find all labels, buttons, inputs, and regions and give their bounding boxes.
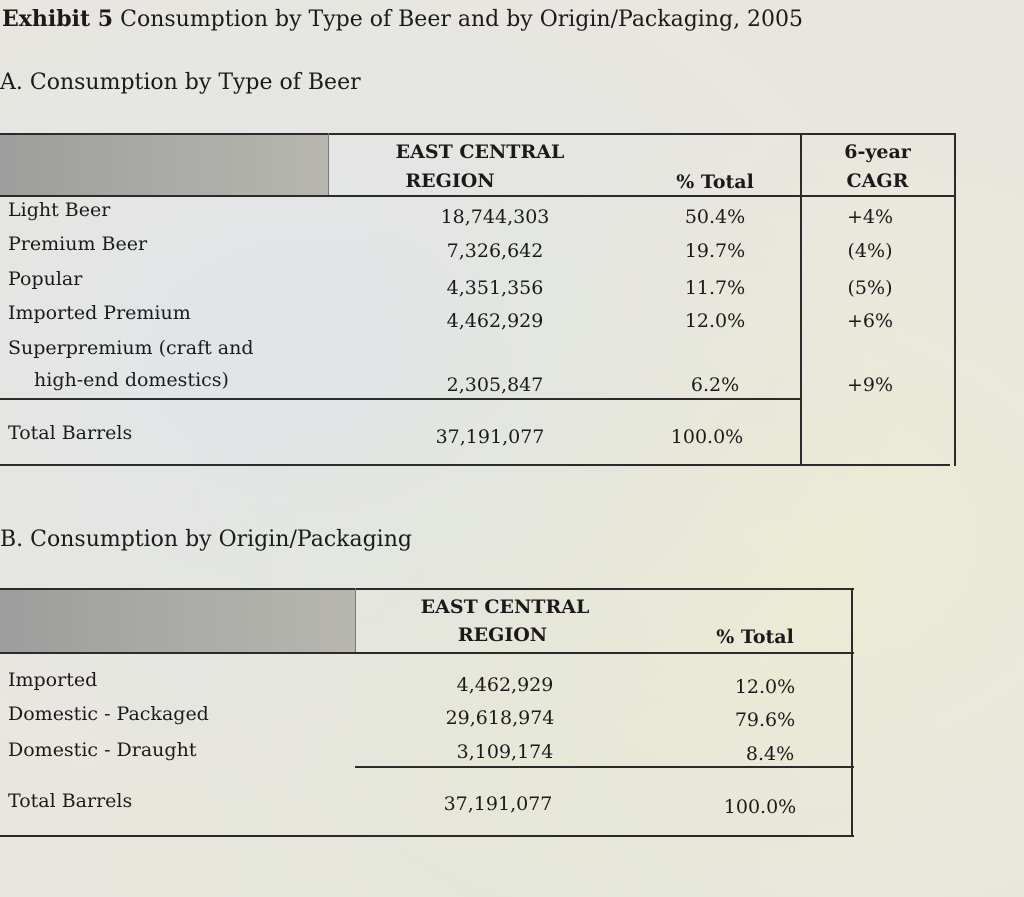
table-b-shade-edge (355, 588, 356, 652)
table-b-row-barrels: 4,462,929 (456, 674, 554, 696)
table-b-top-border (0, 588, 854, 590)
table-a-row-barrels: 18,744,303 (440, 206, 550, 228)
table-a-row-barrels: 7,326,642 (446, 240, 544, 262)
table-a-row-pct: 12.0% (684, 310, 746, 332)
table-a-top-border (0, 133, 956, 135)
table-b-row-pct: 12.0% (734, 676, 796, 698)
table-a-bottom-border (0, 464, 950, 466)
table-b-header-pct: % Total (716, 626, 794, 648)
table-a-row-pct: 11.7% (684, 277, 746, 299)
table-a-header-region-1: EAST CENTRAL (395, 141, 565, 163)
section-a-title: A. Consumption by Type of Beer (0, 70, 361, 95)
table-a-row-pct: 19.7% (684, 240, 746, 262)
table-a-row-label: Superpremium (craft and (8, 337, 254, 359)
table-a-header-region-2: REGION (405, 170, 495, 192)
table-a-row-barrels: 4,351,356 (446, 277, 544, 299)
table-a-cagr-divider (800, 133, 802, 466)
exhibit-title-text: Consumption by Type of Beer and by Origin/Packaging, 2005 (120, 7, 804, 32)
table-b-header-rule (0, 652, 854, 654)
table-a-header-cagr-1: 6-year (844, 141, 911, 163)
table-b-row-label: Domestic - Packaged (8, 703, 209, 725)
table-b-row-pct: 8.4% (745, 743, 795, 765)
table-b-bottom-border (0, 835, 854, 837)
table-a-row-label: Premium Beer (8, 233, 148, 255)
table-a-total-rule (0, 398, 800, 400)
table-a-row-label: Imported Premium (8, 302, 191, 324)
table-b-row-barrels: 3,109,174 (456, 741, 554, 763)
section-b-title: B. Consumption by Origin/Packaging (0, 527, 412, 552)
table-a-row-cagr: +6% (846, 310, 894, 332)
table-b-total-pct: 100.0% (723, 796, 797, 818)
table-a-header-cagr-2: CAGR (846, 170, 909, 192)
exhibit-label: Exhibit 5 (2, 6, 114, 32)
table-a-row-label: Light Beer (8, 199, 111, 221)
table-b-row-label: Domestic - Draught (8, 739, 197, 761)
table-b-header-region-1: EAST CENTRAL (420, 596, 590, 618)
table-a-row-barrels: 2,305,847 (446, 374, 544, 396)
table-a-row-pct: 50.4% (684, 206, 746, 228)
table-a-row-label: Popular (8, 268, 83, 290)
table-b-total-label: Total Barrels (8, 790, 133, 812)
table-a-row-label-cont: high-end domestics) (34, 369, 229, 391)
table-a-row-barrels: 4,462,929 (446, 310, 544, 332)
table-a-row-pct: 6.2% (690, 374, 740, 396)
table-b-right-border (851, 588, 853, 837)
exhibit-title (2, 6, 803, 32)
table-a-row-cagr: (4%) (847, 240, 893, 262)
table-a-right-border (954, 133, 956, 466)
table-b-row-barrels: 29,618,974 (445, 707, 555, 729)
table-b-header-shade (0, 590, 355, 652)
table-b-row-pct: 79.6% (734, 709, 796, 731)
table-a-header-pct: % Total (676, 171, 754, 193)
table-a-header-shade (0, 135, 328, 195)
table-a-total-label: Total Barrels (8, 422, 133, 444)
table-a-total-pct: 100.0% (670, 426, 744, 448)
table-b-header-region-2: REGION (457, 624, 548, 646)
table-a-row-cagr: (5%) (847, 277, 893, 299)
table-a-row-cagr: +9% (846, 374, 894, 396)
table-b-total-rule (355, 766, 854, 768)
table-a-total-barrels: 37,191,077 (435, 426, 545, 448)
table-b-total-barrels: 37,191,077 (443, 793, 553, 815)
table-a-header-rule (0, 195, 956, 197)
table-a-shade-edge (328, 133, 329, 195)
table-a-row-cagr: +4% (846, 206, 894, 228)
table-b-row-label: Imported (8, 669, 98, 691)
